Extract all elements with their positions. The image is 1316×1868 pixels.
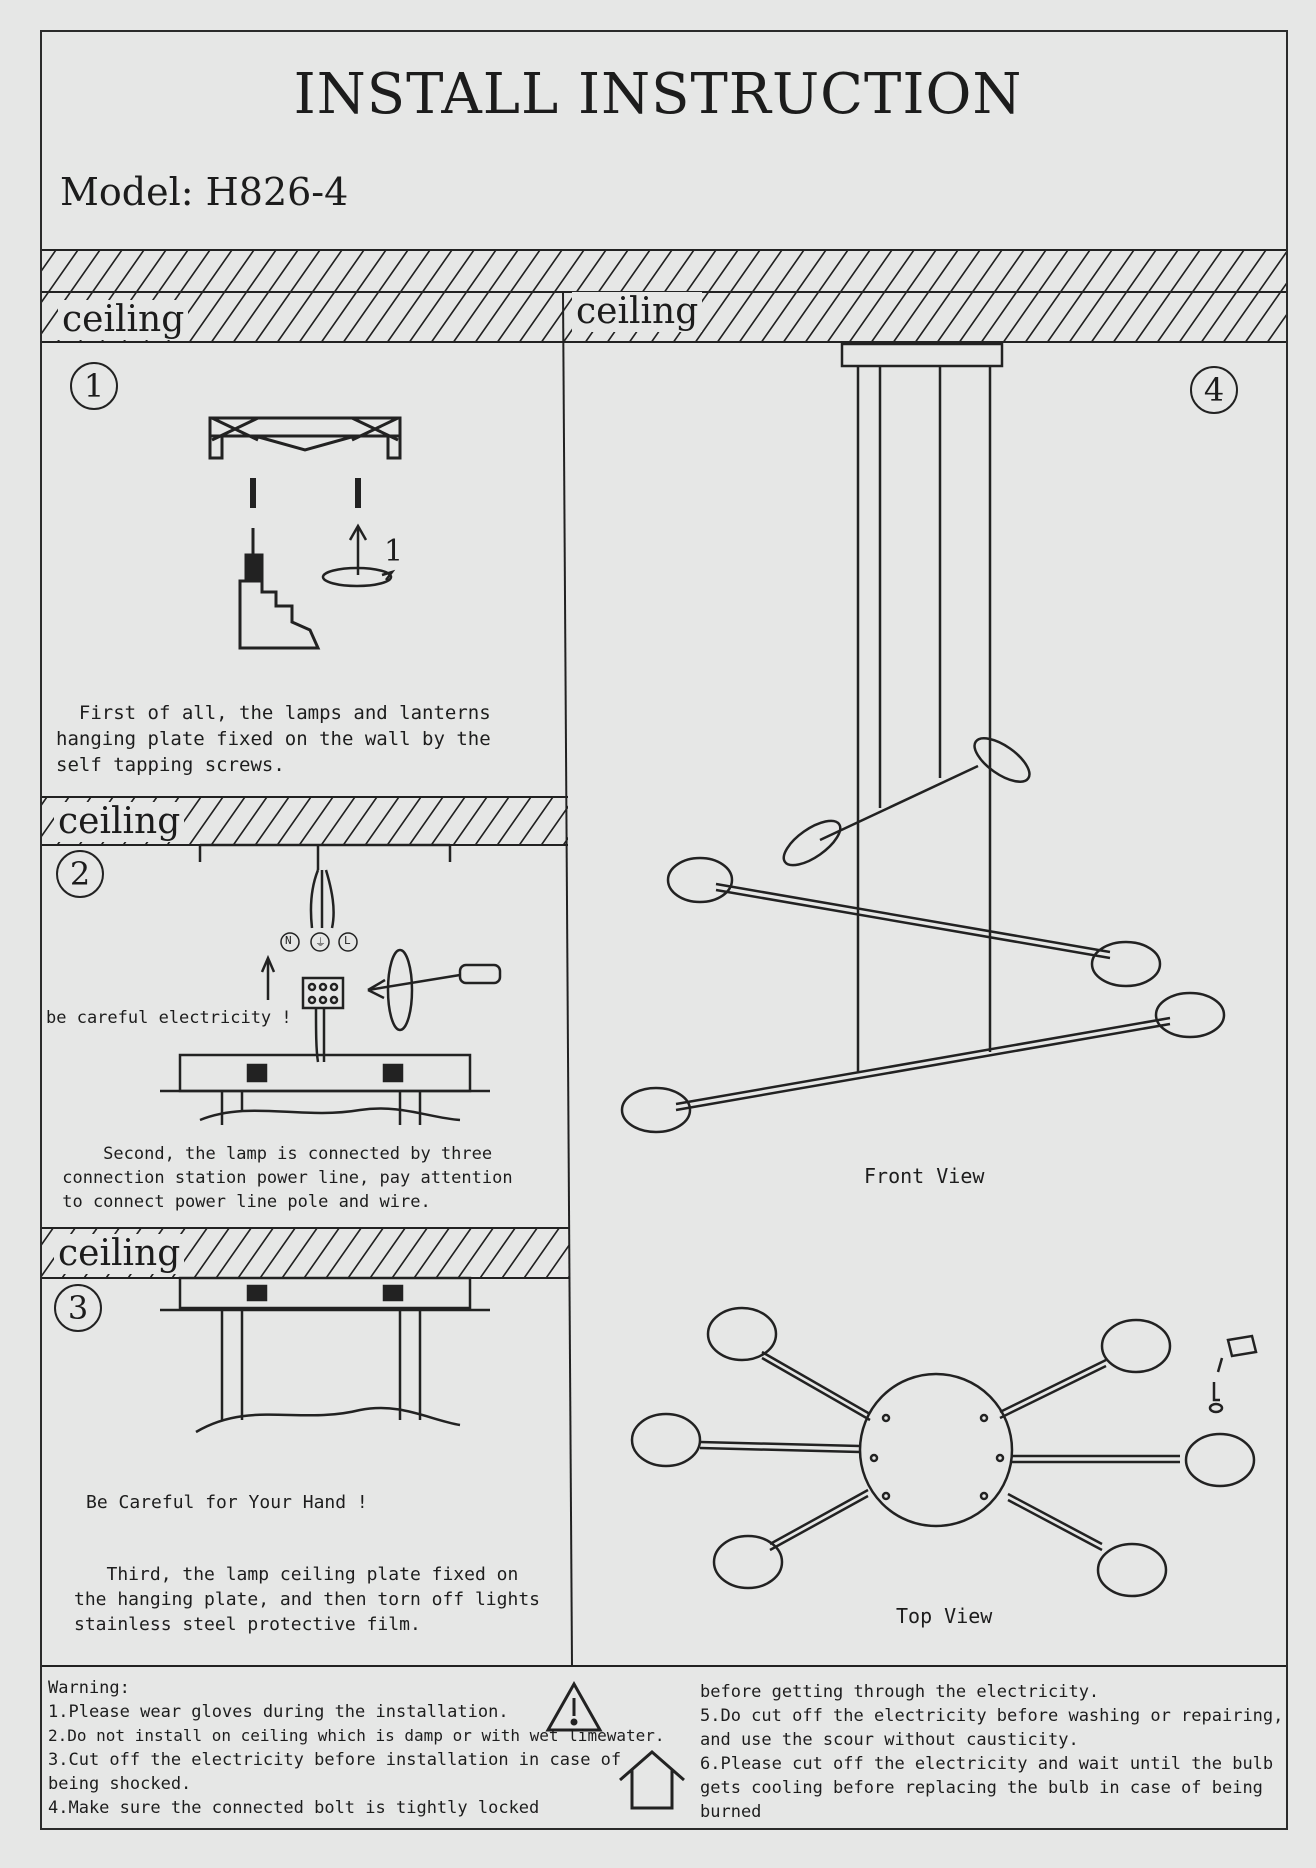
step-number-2: 2 (56, 850, 104, 898)
warning-item-6-end: burned (700, 1802, 762, 1822)
warning-item-5: 5.Do cut off the electricity before washing or repairing, (700, 1706, 1284, 1726)
warning-item-6-cont: gets cooling before replacing the bulb in case of being (700, 1778, 1263, 1798)
terminal-n: N (285, 934, 292, 947)
mounting-bracket-drawing (210, 418, 400, 458)
rotation-mark: 1 (384, 534, 404, 569)
warning-item-4-cont: before getting through the electricity. (700, 1682, 1100, 1702)
ceiling-label-step3: ceiling (54, 1234, 184, 1274)
warning-heading: Warning: (48, 1678, 130, 1698)
warning-item-2: 2.Do not install on ceiling which is damp or with wet limewater. (48, 1726, 665, 1745)
warning-item-3: 3.Cut off the electricity before installation in case of (48, 1750, 622, 1770)
top-view-drawing (632, 1308, 1256, 1596)
wiring-drawing (160, 845, 500, 1125)
step-number-3: 3 (54, 1284, 102, 1332)
drill-drawing (240, 528, 318, 648)
column-divider (563, 292, 572, 1666)
step2-note: be careful electricity ! (46, 1008, 292, 1028)
page-title: INSTALL INSTRUCTION (293, 62, 1023, 127)
ceiling-label-step1: ceiling (58, 300, 188, 340)
terminal-l: L (344, 934, 351, 947)
terminal-ground: ⏚ (315, 936, 326, 949)
front-view-label: Front View (864, 1164, 985, 1188)
front-view-drawing (622, 344, 1224, 1132)
warning-item-4: 4.Make sure the connected bolt is tightly locked (48, 1798, 540, 1818)
step3-note: Be Careful for Your Hand ! (86, 1492, 368, 1513)
step2-text: Second, the lamp is connected by three connection station power line, pay attention to connect power line pole and wire. (62, 1144, 513, 1212)
model-label: Model: H826-4 (60, 170, 349, 214)
step-number-4: 4 (1190, 366, 1238, 414)
rotate-arrow-drawing (323, 526, 392, 586)
top-view-label: Top View (896, 1604, 993, 1628)
warning-item-6: 6.Please cut off the electricity and wait until the bulb (700, 1754, 1274, 1774)
step-number-1: 1 (70, 362, 118, 410)
warning-item-3-cont: being shocked. (48, 1774, 192, 1794)
ceiling-plate-drawing (160, 1278, 490, 1432)
step1-text: First of all, the lamps and lanterns hanging plate fixed on the wall by the self tapping screws. (56, 702, 491, 776)
screw-drawing (253, 478, 358, 508)
ceiling-label-step2: ceiling (54, 802, 184, 842)
ceiling-label-step4: ceiling (572, 292, 702, 332)
warning-item-5-cont: and use the scour without causticity. (700, 1730, 1079, 1750)
step3-text: Third, the lamp ceiling plate fixed on the hanging plate, and then torn off lights stainless steel protective film. (74, 1564, 540, 1635)
home-icon (620, 1752, 684, 1808)
warning-item-1: 1.Please wear gloves during the installation. (48, 1702, 509, 1722)
